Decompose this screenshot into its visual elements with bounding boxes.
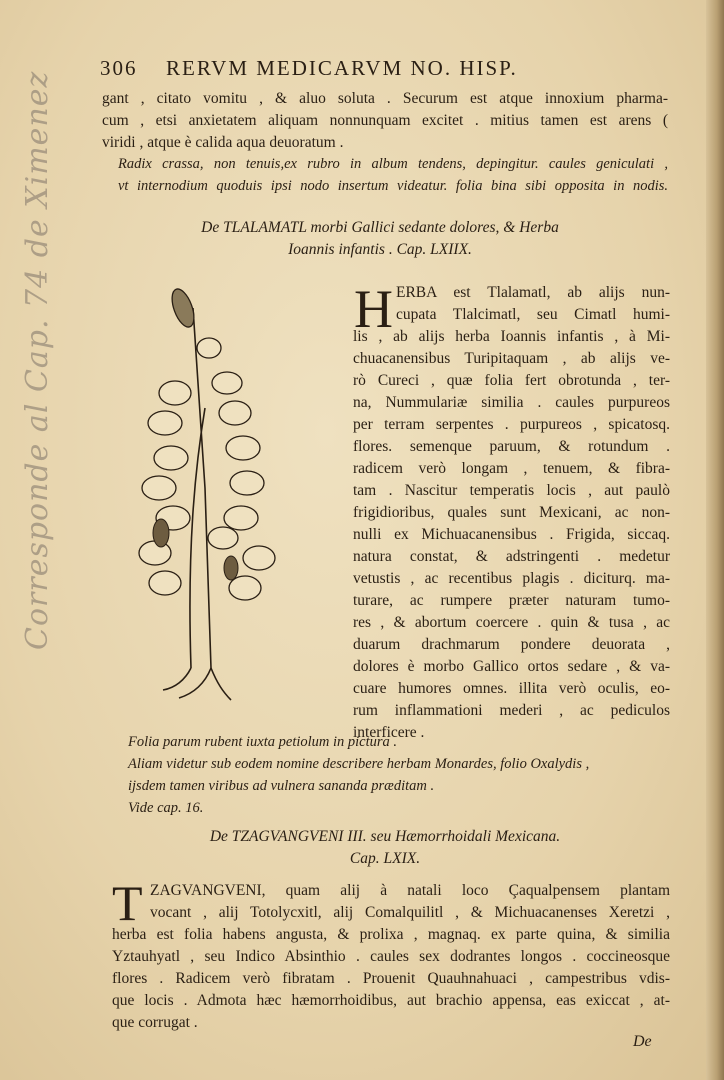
handwritten-marginalia: Corresponde al Cap. 74 de Ximenez [20, 70, 55, 650]
text-line: dolores è morbo Gallico ortos sedare , & va- [353, 658, 670, 675]
drop-cap-t: T [112, 875, 143, 931]
chapter1-title: De TLALAMATL morbi Gallici sedante dolores, & Herba Ioannis infantis . Cap. LXIIX. [201, 219, 559, 258]
text-line: vetustis , ac recentibus plagis . diciturq. ma- [353, 570, 670, 587]
text-line: cuare humores omnes. illita verò oculis, eo- [353, 680, 670, 697]
running-header [100, 56, 620, 86]
note-line: Radix crassa, non tenuis,ex rubro in album tendens, depingitur. caules geniculati , [118, 156, 668, 172]
text-line: flores . Radicem verò fibratam . Prouenit Quauhnahuaci , campestribus vdis- [112, 970, 670, 987]
text-line: tam . Nascitur temperatis locis , aut paulò [353, 482, 670, 499]
plant-woodcut-illustration [135, 288, 285, 708]
page-number: 306 [100, 56, 138, 80]
text-line: nulli ex Michuacanensibus . Frigida, siccaq. [353, 526, 670, 543]
chapter1-lead-lines [396, 282, 670, 326]
text-line: cum , etsi anxietatem aliquam nonnunquam excitet . mitius tamen est arens ( [102, 112, 668, 129]
text-line: gant , citato vomitu , & aluo soluta . Securum est atque innoxium pharma- [102, 90, 668, 107]
note-line: Aliam videtur sub eodem nomine describere herbam Monardes, folio Oxalydis , [128, 756, 590, 772]
drop-cap-h: H [354, 279, 393, 339]
page-edge [706, 0, 724, 1080]
text-line: radicem verò longam , tenuem, & fibra- [353, 460, 670, 477]
chapter1-body [353, 326, 670, 744]
text-line: per terram serpentes . purpureos , spicatosq. [353, 416, 670, 433]
text-line: herba est folia habens angusta, & prolixa , magnaq. ex parte quina, & similia [112, 926, 670, 943]
running-title: RERVM MEDICARVM NO. HISP. [166, 56, 518, 80]
chapter1-notes [128, 731, 668, 819]
note-line: vt internodium quoduis ipsi nodo insertum videatur. folia bina sibi opposita in nodis. [118, 178, 668, 194]
text-line: que corrugat . [112, 1014, 198, 1031]
text-line: viridi , atque è calida aqua deuoratum . [102, 134, 344, 151]
text-line: flores. semenque paruum, & rotundum . [353, 438, 670, 455]
top-text [102, 88, 668, 154]
text-line: ZAGVANGVENI, quam alij à natali loco Çaqualpensem plantam [150, 882, 670, 899]
text-line: vocant , alij Totolycxitl, alij Comalquilitl , & Michuacanenses Xeretzi , [150, 904, 670, 921]
catchword: De [633, 1033, 652, 1050]
text-line: Yztauhyatl , seu Indico Absinthio . caules sex dodrantes longos . coccineosque [112, 948, 670, 965]
note-line: ijsdem tamen viribus ad vulnera sananda præditam . [128, 778, 435, 794]
chapter2-title: De TZAGVANGVENI III. seu Hæmorrhoidali Mexicana. Cap. LXIX. [209, 828, 561, 867]
text-line: lis , ab alijs herba Ioannis infantis , à Mi- [353, 328, 670, 345]
text-line: chuacanensibus Turipitaquam , ab alijs ve- [353, 350, 670, 367]
text-line: ERBA est Tlalamatl, ab alijs nun- [396, 284, 670, 301]
text-line: res , & abortum coercere . quin & tusa , ac [353, 614, 670, 631]
chapter2-lead-lines [150, 880, 670, 924]
note-line: Folia parum rubent iuxta petiolum in pictura . [128, 734, 398, 750]
chapter2-body [112, 924, 670, 1034]
text-line: interficere . [353, 724, 425, 741]
text-line: na, Nummulariæ similia . caules purpureos [353, 394, 670, 411]
text-line: que locis . Admota hæc hæmorrhoidibus, aut brachio appensa, eas exiccat , at- [112, 992, 670, 1009]
text-line: frigidioribus, quales sunt Mexicani, ac non- [353, 504, 670, 521]
text-line: rum inflammationi mederi , ac pediculos [353, 702, 670, 719]
text-line: turare, ac rumpere præter naturam tumo- [353, 592, 670, 609]
top-note [118, 153, 668, 197]
text-line: duarum drachmarum pondere deuorata , [353, 636, 670, 653]
text-line: cupata Tlalcimatl, seu Cimatl humi- [396, 306, 670, 323]
note-line: Vide cap. 16. [128, 800, 204, 816]
text-line: rò Cureci , quæ folia fert obrotunda , ter- [353, 372, 670, 389]
text-line: natura constat, & adstringenti . medetur [353, 548, 670, 565]
